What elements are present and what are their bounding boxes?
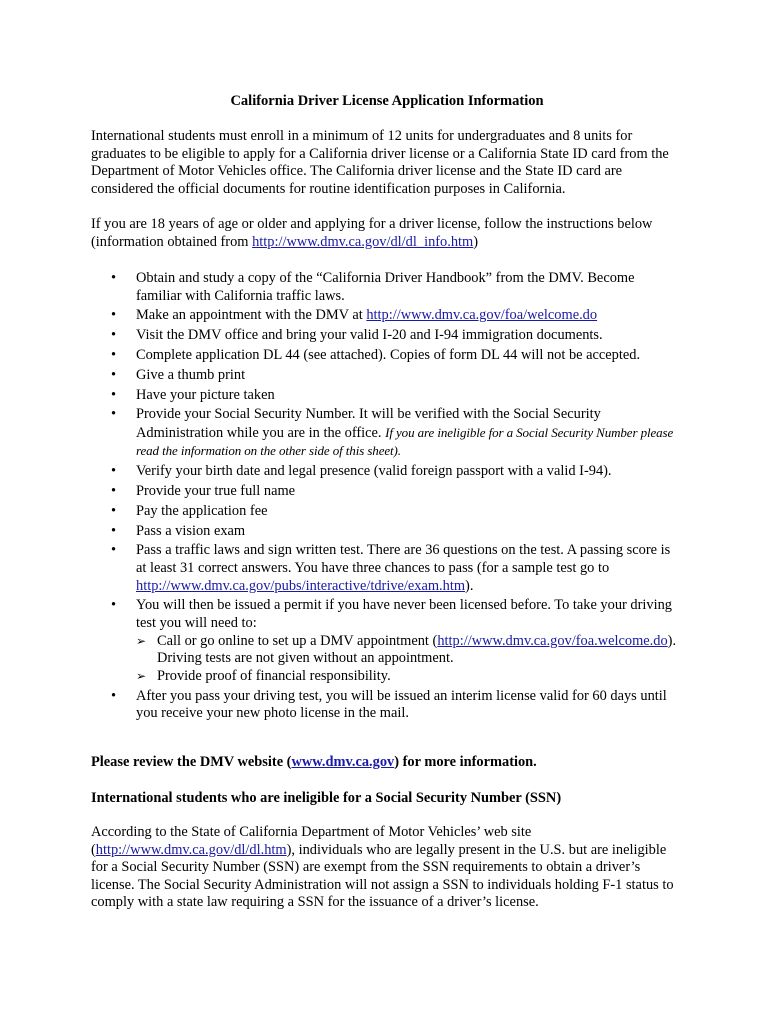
bullet-icon: • — [111, 597, 117, 614]
bullet-icon: • — [111, 406, 117, 423]
bullet-icon: • — [111, 386, 117, 403]
arrow-bullet-icon: ➢ — [136, 633, 147, 648]
list-item-text: Provide your true full name — [136, 483, 296, 500]
ssn-note: If you are ineligible for a Social Security Number please read the information on the other side of this sheet). — [136, 424, 674, 459]
dmv-website-link[interactable]: www.dmv.ca.gov — [291, 754, 395, 770]
bullet-icon: • — [111, 270, 117, 286]
list-item — [91, 406, 683, 461]
instructions-paragraph — [91, 216, 683, 251]
list-item — [91, 503, 683, 521]
appointment-link[interactable]: http://www.dmv.ca.gov/foa/welcome.do — [366, 307, 598, 324]
ssn-text-end: ), individuals who are legally present in the U.S. but are ineligible for a Social Security Number (SSN) are exempt from the SSN requirements to obtain a driver’s license. The Social Security Administration will not assign a SSN to individuals holding F-1 status to comply with a state law requiring a SSN for the issuance of a driver’s license. — [91, 841, 674, 911]
review-text-end: ) for more information. — [394, 754, 537, 770]
list-item — [91, 688, 683, 723]
list-item — [91, 387, 683, 405]
sample-test-link[interactable]: http://www.dmv.ca.gov/pubs/interactive/tdrive/exam.htm — [136, 577, 466, 594]
bullet-icon: • — [111, 307, 117, 324]
sub-item-text: Call or go online to set up a DMV appointment ( — [157, 632, 438, 649]
list-item-text: Pass a vision exam — [136, 522, 246, 539]
list-item-text: You will then be issued a permit if you have never been licensed before. To take your driving test you will need to: — [136, 597, 672, 631]
sub-item-text: Provide proof of financial responsibility. — [157, 667, 391, 684]
ssn-paragraph — [91, 824, 683, 912]
list-item — [91, 270, 683, 305]
bullet-icon: • — [111, 366, 117, 383]
sub-list-item — [136, 668, 683, 686]
list-item-text: Verify your birth date and legal presence (valid foreign passport with a valid I-94). — [136, 463, 612, 480]
list-item-text: Obtain and study a copy of the “California Driver Handbook” from the DMV. Become familiar with California traffic laws. — [136, 270, 635, 304]
bullet-icon: • — [111, 522, 117, 539]
dl-page-link[interactable]: http://www.dmv.ca.gov/dl/dl.htm — [95, 841, 287, 858]
sub-item-text: ). Driving tests are not given without an appointment. — [157, 632, 677, 667]
list-item — [91, 523, 683, 541]
list-item-text: Pass a traffic laws and sign written test. There are 36 questions on the test. A passing score is at least 31 correct answers. You have three chances to pass (for a sample test go to — [136, 542, 671, 576]
ssn-heading: International students who are ineligible for a Social Security Number (SSN) — [91, 790, 562, 806]
list-item-text: Complete application DL 44 (see attached). Copies of form DL 44 will not be accepted. — [136, 346, 641, 363]
list-item — [91, 483, 683, 501]
bullet-icon: • — [111, 502, 117, 519]
list-item-text: After you pass your driving test, you will be issued an interim license valid for 60 days until you receive your new photo license in the mail. — [136, 687, 667, 722]
page-title: California Driver License Application Information — [230, 93, 544, 109]
list-item-text: Make an appointment with the DMV at — [136, 307, 367, 324]
list-item-text: Give a thumb print — [136, 366, 246, 383]
dl-info-link[interactable]: http://www.dmv.ca.gov/dl/dl_info.htm — [252, 233, 474, 250]
bullet-icon: • — [111, 687, 117, 704]
list-item — [91, 307, 683, 325]
list-item-text: Pay the application fee — [136, 502, 268, 519]
bullet-icon: • — [111, 346, 117, 363]
ssn-text: According to the State of California Department of Motor Vehicles’ web site ( — [91, 824, 532, 858]
foa-appointment-link[interactable]: http://www.dmv.ca.gov/foa.welcome.do — [437, 632, 668, 649]
list-item — [91, 597, 683, 685]
instructions-close: ) — [473, 233, 479, 250]
arrow-bullet-icon: ➢ — [136, 668, 147, 683]
bullet-icon: • — [111, 463, 117, 480]
list-item — [91, 463, 683, 481]
list-item — [91, 327, 683, 345]
bullet-icon: • — [111, 483, 117, 500]
list-item-text: Provide your Social Security Number. It will be verified with the Social Security Administration while you are in the office. — [136, 406, 601, 441]
list-item-close: ). — [465, 577, 474, 594]
list-item-text: Visit the DMV office and bring your valid I-20 and I-94 immigration documents. — [136, 327, 603, 344]
sub-list-item — [136, 633, 683, 668]
review-text: Please review the DMV website ( — [91, 754, 292, 770]
list-item-text: Have your picture taken — [136, 386, 275, 403]
instructions-text: If you are 18 years of age or older and applying for a driver license, follow the instructions below (information obtained from — [91, 216, 653, 250]
list-item — [91, 542, 683, 595]
instructions-list — [91, 270, 683, 725]
intro-paragraph: International students must enroll in a minimum of 12 units for undergraduates and 8 units for graduates to be eligible to apply for a California driver license or a California State ID card from the Department of Motor Vehicles office. The California driver license and the State ID card are considered the official documents for routine identification purposes in California. — [91, 128, 669, 197]
list-item — [91, 367, 683, 385]
list-item — [91, 347, 683, 365]
review-paragraph — [91, 754, 683, 772]
bullet-icon: • — [111, 327, 117, 344]
bullet-icon: • — [111, 542, 117, 559]
